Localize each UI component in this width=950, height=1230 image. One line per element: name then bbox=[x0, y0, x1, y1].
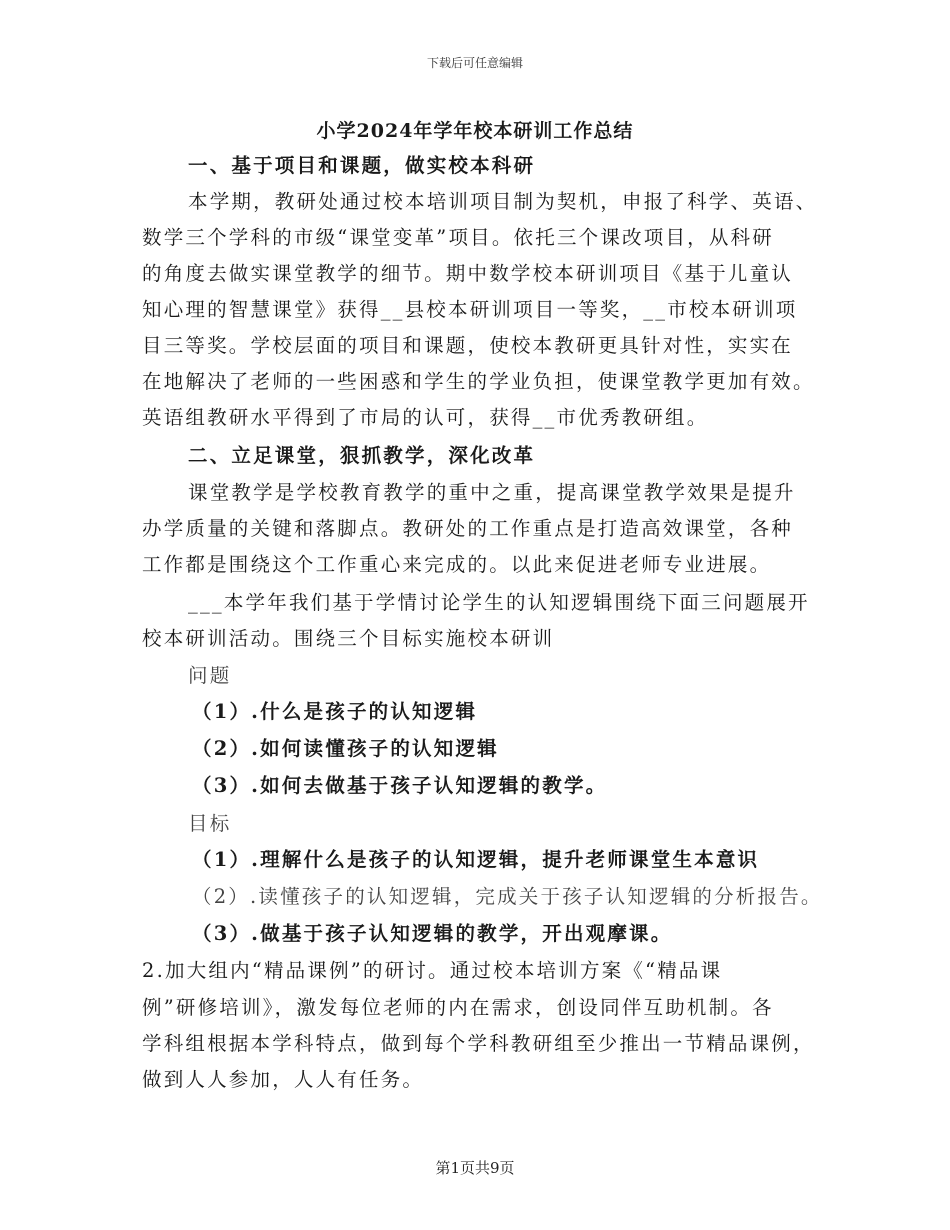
page-header: 下载后可任意编辑 bbox=[426, 56, 523, 70]
paragraph-line: 目三等奖。学校层面的项目和课题，使校本教研更具针对性，实实在 bbox=[142, 334, 794, 357]
paragraph-line: ___本学年我们基于学情讨论学生的认知逻辑围绕下面三问题展开 bbox=[188, 591, 810, 614]
paragraph-line: 学科组根据本学科特点，做到每个学科教研组至少推出一节精品课例， bbox=[142, 1032, 815, 1055]
paragraph-line: 2.加大组内“精品课例”的研讨。通过校本培训方案《“精品课 bbox=[142, 959, 723, 982]
page-footer: 第1页共9页 bbox=[435, 1159, 515, 1177]
paragraph-line: 校本研训活动。围绕三个目标实施校本研训 bbox=[142, 627, 555, 650]
paragraph-line: 英语组教研水平得到了市局的认可，获得__市优秀教研组。 bbox=[142, 406, 709, 429]
paragraph-line: 本学期，教研处通过校本培训项目制为契机，申报了科学、英语、 bbox=[188, 190, 818, 213]
question-item: （1）.什么是孩子的认知逻辑 bbox=[192, 700, 478, 723]
label-goals: 目标 bbox=[188, 812, 232, 835]
paragraph-line: 例”研修培训》，激发每位老师的内在需求，创设同伴互助机制。各 bbox=[142, 996, 774, 1019]
paragraph-line: 办学质量的关键和落脚点。教研处的工作重点是打造高效课堂，各种 bbox=[142, 517, 794, 540]
section-heading-2: 二、立足课堂，狠抓教学，深化改革 bbox=[188, 444, 536, 467]
paragraph-line: 工作都是围绕这个工作重心来完成的。以此来促进老师专业进展。 bbox=[142, 553, 772, 576]
question-item: （2）.如何读懂孩子的认知逻辑 bbox=[192, 737, 499, 760]
paragraph-line: 知心理的智慧课堂》获得__县校本研训项目一等奖，__市校本研训项 bbox=[142, 298, 798, 321]
goal-item: （2）.读懂孩子的认知逻辑，完成关于孩子认知逻辑的分析报告。 bbox=[192, 885, 823, 908]
paragraph-line: 课堂教学是学校教育教学的重中之重，提高课堂教学效果是提升 bbox=[188, 481, 796, 504]
paragraph-line: 的角度去做实课堂教学的细节。期中数学校本研训项目《基于儿童认 bbox=[142, 262, 794, 285]
goal-item: （3）.做基于孩子认知逻辑的教学，开出观摩课。 bbox=[192, 922, 673, 945]
question-item: （3）.如何去做基于孩子认知逻辑的教学。 bbox=[192, 774, 608, 797]
paragraph-line: 做到人人参加，人人有任务。 bbox=[142, 1068, 425, 1091]
paragraph-line: 在地解决了老师的一些困惑和学生的学业负担，使课堂教学更加有效。 bbox=[142, 370, 815, 393]
label-questions: 问题 bbox=[188, 664, 232, 687]
paragraph-line: 数学三个学科的市级“课堂变革”项目。依托三个课改项目，从科研 bbox=[142, 226, 774, 249]
goal-item: （1）.理解什么是孩子的认知逻辑，提升老师课堂生本意识 bbox=[192, 848, 760, 871]
document-title: 小学2024年学年校本研训工作总结 bbox=[316, 120, 634, 142]
section-heading-1: 一、基于项目和课题，做实校本科研 bbox=[188, 154, 536, 177]
